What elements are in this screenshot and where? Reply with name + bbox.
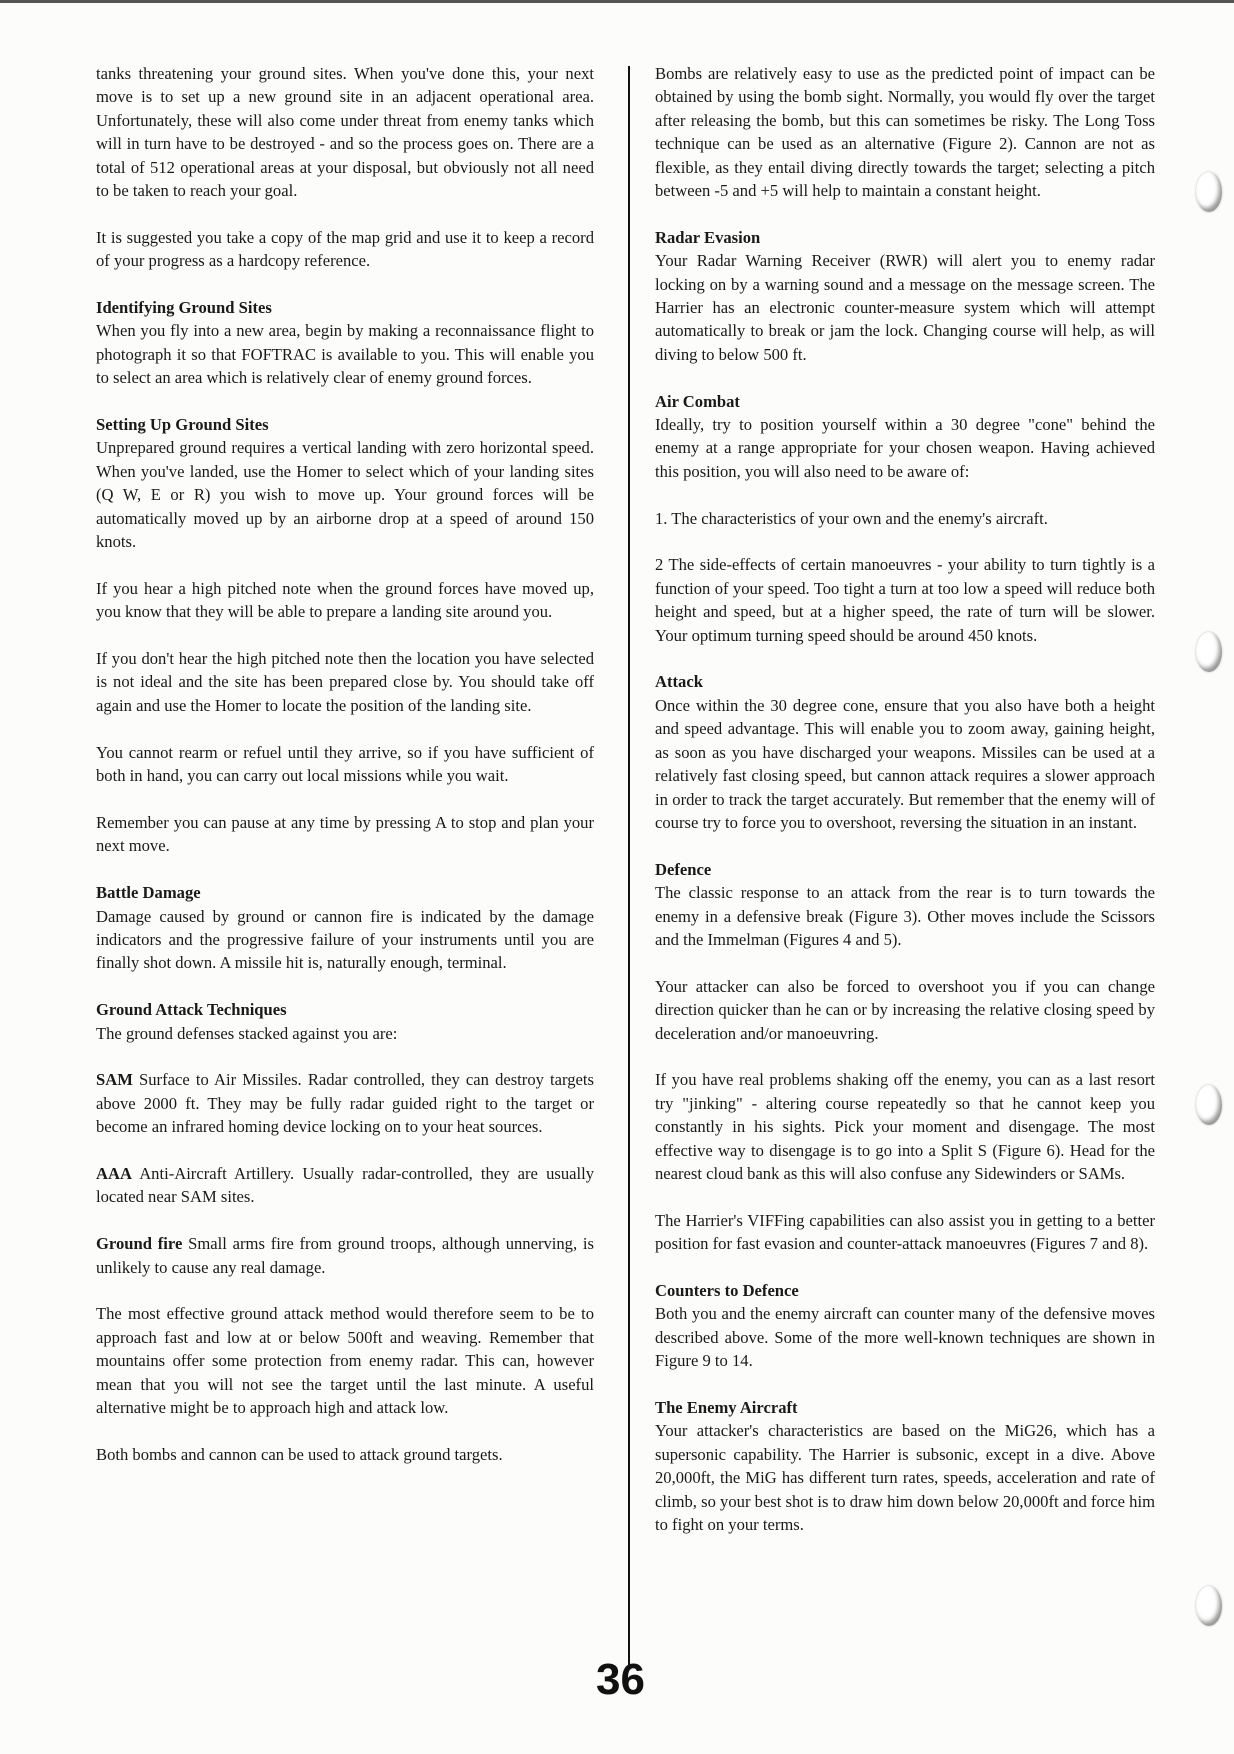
paragraph-text: Once within the 30 degree cone, ensure that you also have both a height and speed advantage. This will enable you to zoom away, gaining height, as soon as you have discharged your weapons. Missiles can be used at a relatively fast closing speed, but cannon attack requires a slower approach in order to track the target accurately. But remember that the enemy will of course try to force you to overshoot, reversing the situation in an instant. <box>655 695 1155 832</box>
section-heading: Counters to Defence <box>655 1280 799 1300</box>
paragraph <box>96 226 594 273</box>
term-label: SAM <box>96 1070 133 1090</box>
column-divider <box>628 66 630 1668</box>
section <box>655 390 1155 647</box>
paragraph-text: When you fly into a new area, begin by making a reconnaissance flight to photograph it so that FOFTRAC is available to you. This will enable you to select an area which is relatively clear of enemy ground forces. <box>96 321 594 388</box>
paragraph <box>96 436 594 553</box>
paragraph-text: The ground defenses stacked against you are: <box>96 1023 398 1043</box>
binder-hole <box>1196 1586 1222 1626</box>
section-heading: Defence <box>655 859 712 879</box>
paragraph-text: Ideally, try to position yourself within a 30 degree "cone" behind the enemy at a range appropriate for your chosen weapon. Having achieved this position, you will also need to be aware of: <box>655 415 1155 481</box>
section <box>655 1279 1155 1373</box>
paragraph-text: Your attacker can also be forced to overshoot you if you can change direction quicker than he can or by increasing the relative closing speed by deceleration and/or manoeuvring. <box>655 976 1155 1043</box>
paragraph <box>96 905 594 975</box>
paragraph-text: Anti-Aircraft Artillery. Usually radar-controlled, they are usually located near SAM sites. <box>96 1163 594 1207</box>
paragraph <box>655 1419 1155 1536</box>
section-heading: Setting Up Ground Sites <box>96 415 269 435</box>
paragraph <box>655 553 1155 647</box>
paragraph <box>655 249 1155 366</box>
paragraph-text: Unprepared ground requires a vertical landing with zero horizontal speed. When you've landed, use the Homer to select which of your landing sites (Q W, E or R) you wish to move up. Your ground forces will be automatically moved up by an airborne drop at a speed of around 150 knots. <box>96 438 594 552</box>
section-heading: Radar Evasion <box>655 227 761 247</box>
paragraph <box>655 507 1155 530</box>
paragraph-text: 2 The side-effects of certain manoeuvres - your ability to turn tightly is a function of your speed. Too tight a turn at too low a speed will reduce both height and speed, but at a higher speed, the rate of turn will be slower. Your optimum turning speed should be around 450 knots. <box>655 555 1155 645</box>
paragraph-text: 1. The characteristics of your own and the enemy's aircraft. <box>655 508 1048 528</box>
paragraph <box>96 1443 594 1466</box>
text-block <box>655 62 1155 202</box>
paragraph-text: If you hear a high pitched note when the ground forces have moved up, you know that they will be able to prepare a landing site around you. <box>96 578 594 622</box>
paragraph <box>655 1068 1155 1185</box>
paragraph <box>96 647 594 717</box>
paragraph <box>655 62 1155 202</box>
section <box>96 998 594 1466</box>
text-block <box>96 62 594 202</box>
paragraph <box>96 1232 594 1279</box>
paragraph-text: Damage caused by ground or cannon fire is indicated by the damage indicators and the progressive failure of your instruments until you are finally shot down. A missile hit is, naturally enough, terminal. <box>96 906 594 973</box>
paragraph <box>96 1068 594 1138</box>
paragraph <box>655 1209 1155 1256</box>
paragraph-text: Your attacker's characteristics are based on the MiG26, which has a supersonic capability. The Harrier is subsonic, except in a dive. Above 20,000ft, the MiG has different turn rates, speeds, acceleration and rate of climb, so your best shot is to draw him down below 20,000ft and force him to fight on your terms. <box>655 1421 1155 1535</box>
paragraph <box>96 62 594 202</box>
section-heading: Battle Damage <box>96 883 201 903</box>
binder-hole <box>1196 632 1222 672</box>
paragraph <box>96 811 594 858</box>
paragraph-text: Both you and the enemy aircraft can counter many of the defensive moves described above. Some of the more well-known techniques are shown in Figure 9 to 14. <box>655 1304 1155 1371</box>
section <box>96 881 594 975</box>
section <box>655 226 1155 366</box>
section <box>655 1396 1155 1536</box>
paragraph <box>96 1022 594 1045</box>
term-label: AAA <box>96 1163 132 1183</box>
paragraph-text: Your Radar Warning Receiver (RWR) will alert you to enemy radar locking on by a warning sound and a message on the message screen. The Harrier has an electronic counter-measure system which will attempt automatically to break or jam the lock. Changing course will help, as will diving to below 500 ft. <box>655 251 1155 364</box>
paragraph-text: The classic response to an attack from the rear is to turn towards the enemy in a defensive break (Figure 3). Other moves include the Scissors and the Immelman (Figures 4 and 5). <box>655 883 1155 949</box>
section-heading: Ground Attack Techniques <box>96 1000 287 1020</box>
paragraph <box>655 975 1155 1045</box>
scan-top-edge <box>0 0 1234 3</box>
paragraph <box>655 413 1155 483</box>
paragraph-text: If you don't hear the high pitched note then the location you have selected is not ideal and the site has been prepared close by. You should take off again and use the Homer to locate the position of the landing site. <box>96 649 594 715</box>
term-label: Ground fire <box>96 1234 183 1254</box>
paragraph-text: If you have real problems shaking off the enemy, you can as a last resort try "jinking" - altering course repeatedly so that he cannot keep you constantly in his sights. Pick your moment and disengage. The most effective way to disengage is to go into a Split S (Figure 6). Head for the nearest cloud bank as this will also confuse any Sidewinders or SAMs. <box>655 1070 1155 1183</box>
paragraph-text: It is suggested you take a copy of the map grid and use it to keep a record of your progress as a hardcopy reference. <box>96 227 594 271</box>
paragraph <box>655 881 1155 951</box>
text-block <box>96 226 594 273</box>
binder-hole <box>1196 1085 1222 1125</box>
paragraph-text: Remember you can pause at any time by pressing A to stop and plan your next move. <box>96 812 594 856</box>
page-number: 36 <box>596 1655 645 1704</box>
paragraph-text: Small arms fire from ground troops, although unnerving, is unlikely to cause any real damage. <box>96 1234 594 1277</box>
paragraph <box>96 577 594 624</box>
section-heading: Identifying Ground Sites <box>96 298 272 318</box>
paragraph-text: You cannot rearm or refuel until they arrive, so if you have sufficient of both in hand, you can carry out local missions while you wait. <box>96 742 594 786</box>
section-heading: The Enemy Aircraft <box>655 1397 798 1417</box>
section-heading: Attack <box>655 672 703 692</box>
right-column <box>655 62 1155 1560</box>
paragraph-text: Bombs are relatively easy to use as the predicted point of impact can be obtained by using the bomb sight. Normally, you would fly over the target after releasing the bomb, but this can sometimes be risky. The Long Toss technique can be used as an alternative (Figure 2). Cannon are not as flexible, as they entail diving directly towards the target; selecting a pitch between -5 and +5 will help to maintain a constant height. <box>655 64 1155 201</box>
paragraph <box>655 694 1155 834</box>
binder-hole <box>1196 172 1222 212</box>
section <box>96 296 594 390</box>
section <box>655 670 1155 834</box>
paragraph <box>96 319 594 389</box>
section <box>96 413 594 858</box>
paragraph <box>655 1302 1155 1372</box>
section-heading: Air Combat <box>655 391 740 411</box>
section <box>655 858 1155 1256</box>
paragraph-text: Surface to Air Missiles. Radar controlled, they can destroy targets above 2000 ft. They may be fully radar guided right to the target or become an infrared homing device locking on to your heat sources. <box>96 1070 594 1137</box>
paragraph-text: The Harrier's VIFFing capabilities can also assist you in getting to a better position for fast evasion and counter-attack manoeuvres (Figures 7 and 8). <box>655 1210 1155 1254</box>
paragraph-text: Both bombs and cannon can be used to attack ground targets. <box>96 1444 503 1464</box>
paragraph <box>96 1302 594 1419</box>
paragraph <box>96 741 594 788</box>
paragraph-text: The most effective ground attack method would therefore seem to be to approach fast and low at or below 500ft and weaving. Remember that mountains offer some protection from enemy radar. This can, however mean that you will not see the target until the last minute. A useful alternative might be to approach high and attack low. <box>96 1304 594 1417</box>
paragraph-text: tanks threatening your ground sites. When you've done this, your next move is to set up a new ground site in an adjacent operational area. Unfortunately, these will also come under threat from enemy tanks which will in turn have to be destroyed - and so the process goes on. There are a total of 512 operational areas at your disposal, but obviously not all need to be taken to reach your goal. <box>96 64 594 201</box>
left-column <box>96 62 594 1490</box>
paragraph <box>96 1162 594 1209</box>
